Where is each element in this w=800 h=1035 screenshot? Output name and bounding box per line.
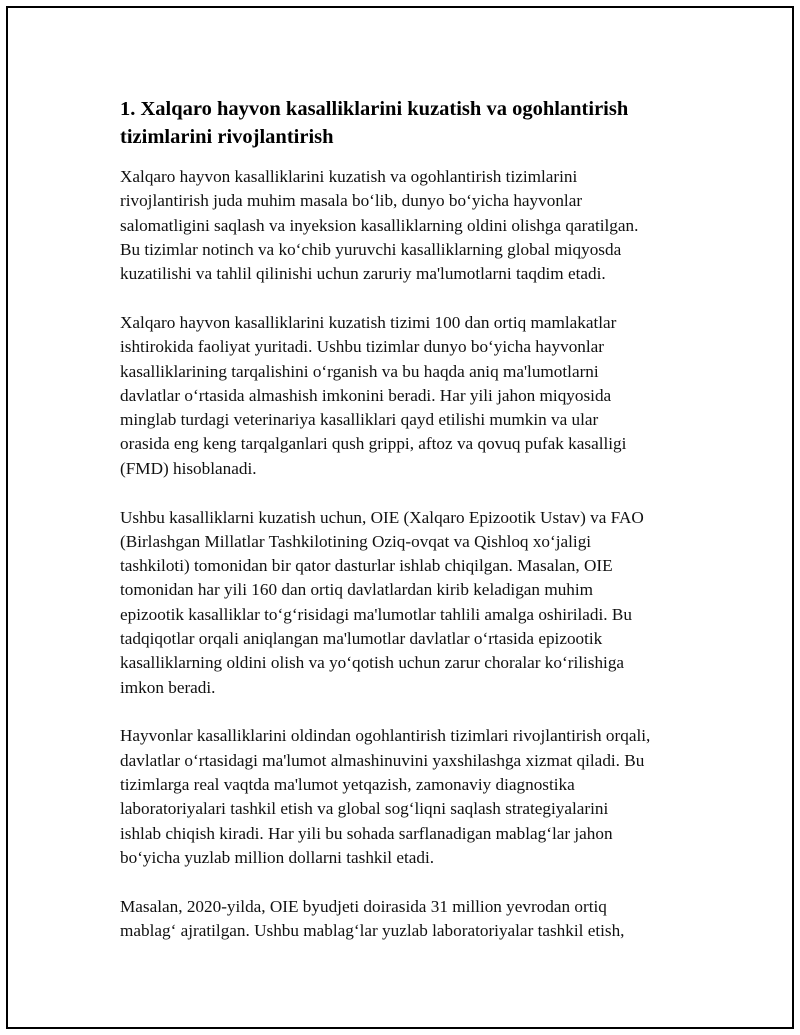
section-heading: 1. Xalqaro hayvon kasalliklarini kuzatish va ogohlantirish tizimlarini rivojlantirish (120, 98, 629, 148)
paragraph-5: Masalan, 2020-yilda, OIE byudjeti doirasida 31 million yevrodan ortiq mablag‘ ajratilgan. Ushbu mablag‘lar yuzlab laboratoriyalar tashkil etish, (120, 896, 625, 941)
paragraph-4: Hayvonlar kasalliklarini oldindan ogohlantirish tizimlari rivojlantirish orqali, davlatlar o‘rtasidagi ma'lumot almashinuvini yaxshilashga xizmat qiladi. Bu tizimlarga real vaqtda ma'lumot yetqazish, zamonaviy diagnostika laboratoriyalari tashkil etish va global sog‘liqni saqlash strategiyalarini ishlab chiqish kiradi. Har yili bu sohada sarflanadigan mablag‘lar jahon bo‘yicha yuzlab million dollarni tashkil etadi. (120, 726, 651, 867)
page-frame (6, 6, 794, 1029)
paragraph-3: Ushbu kasalliklarni kuzatish uchun, OIE (Xalqaro Epizootik Ustav) va FAO (Birlashgan Millatlar Tashkilotining Oziq-ovqat va Qishloq xo‘jaligi tashkiloti) tomonidan bir qator dasturlar ishlab chiqilgan. Masalan, OIE tomonidan har yili 160 dan ortiq davlatlardan kirib keladigan muhim epizootik kasalliklar to‘g‘risidagi ma'lumotlar tahlili amalga oshiriladi. Bu tadqiqotlar orqali aniqlangan ma'lumotlar davlatlar o‘rtasida epizootik kasalliklarning oldini olish va yo‘qotish uchun zarur choralar ko‘rilishiga imkon beradi. (120, 507, 644, 697)
paragraph-1: Xalqaro hayvon kasalliklarini kuzatish va ogohlantirish tizimlarini rivojlantirish juda muhim masala bo‘lib, dunyo bo‘yicha hayvonlar salomatligini saqlash va inyeksion kasalliklarning oldini olishga qaratilgan. Bu tizimlar notinch va ko‘chib yuruvchi kasalliklarning global miqyosda kuzatilishi va tahlil qilinishi uchun zaruriy ma'lumotlarni taqdim etadi. (120, 167, 639, 284)
document-body (120, 95, 710, 968)
paragraph-2: Xalqaro hayvon kasalliklarini kuzatish tizimi 100 dan ortiq mamlakatlar ishtirokida faoliyat yuritadi. Ushbu tizimlar dunyo bo‘yicha hayvonlar kasalliklarining tarqalishini o‘rganish va bu haqda aniq ma'lumotlarni davlatlar o‘rtasida almashish imkonini beradi. Har yili jahon miqyosida minglab turdagi veterinariya kasalliklari qayd etilishi mumkin va ular orasida eng keng tarqalganlari qush grippi, aftoz va qovuq pufak kasalligi (FMD) hisoblanadi. (120, 312, 627, 478)
